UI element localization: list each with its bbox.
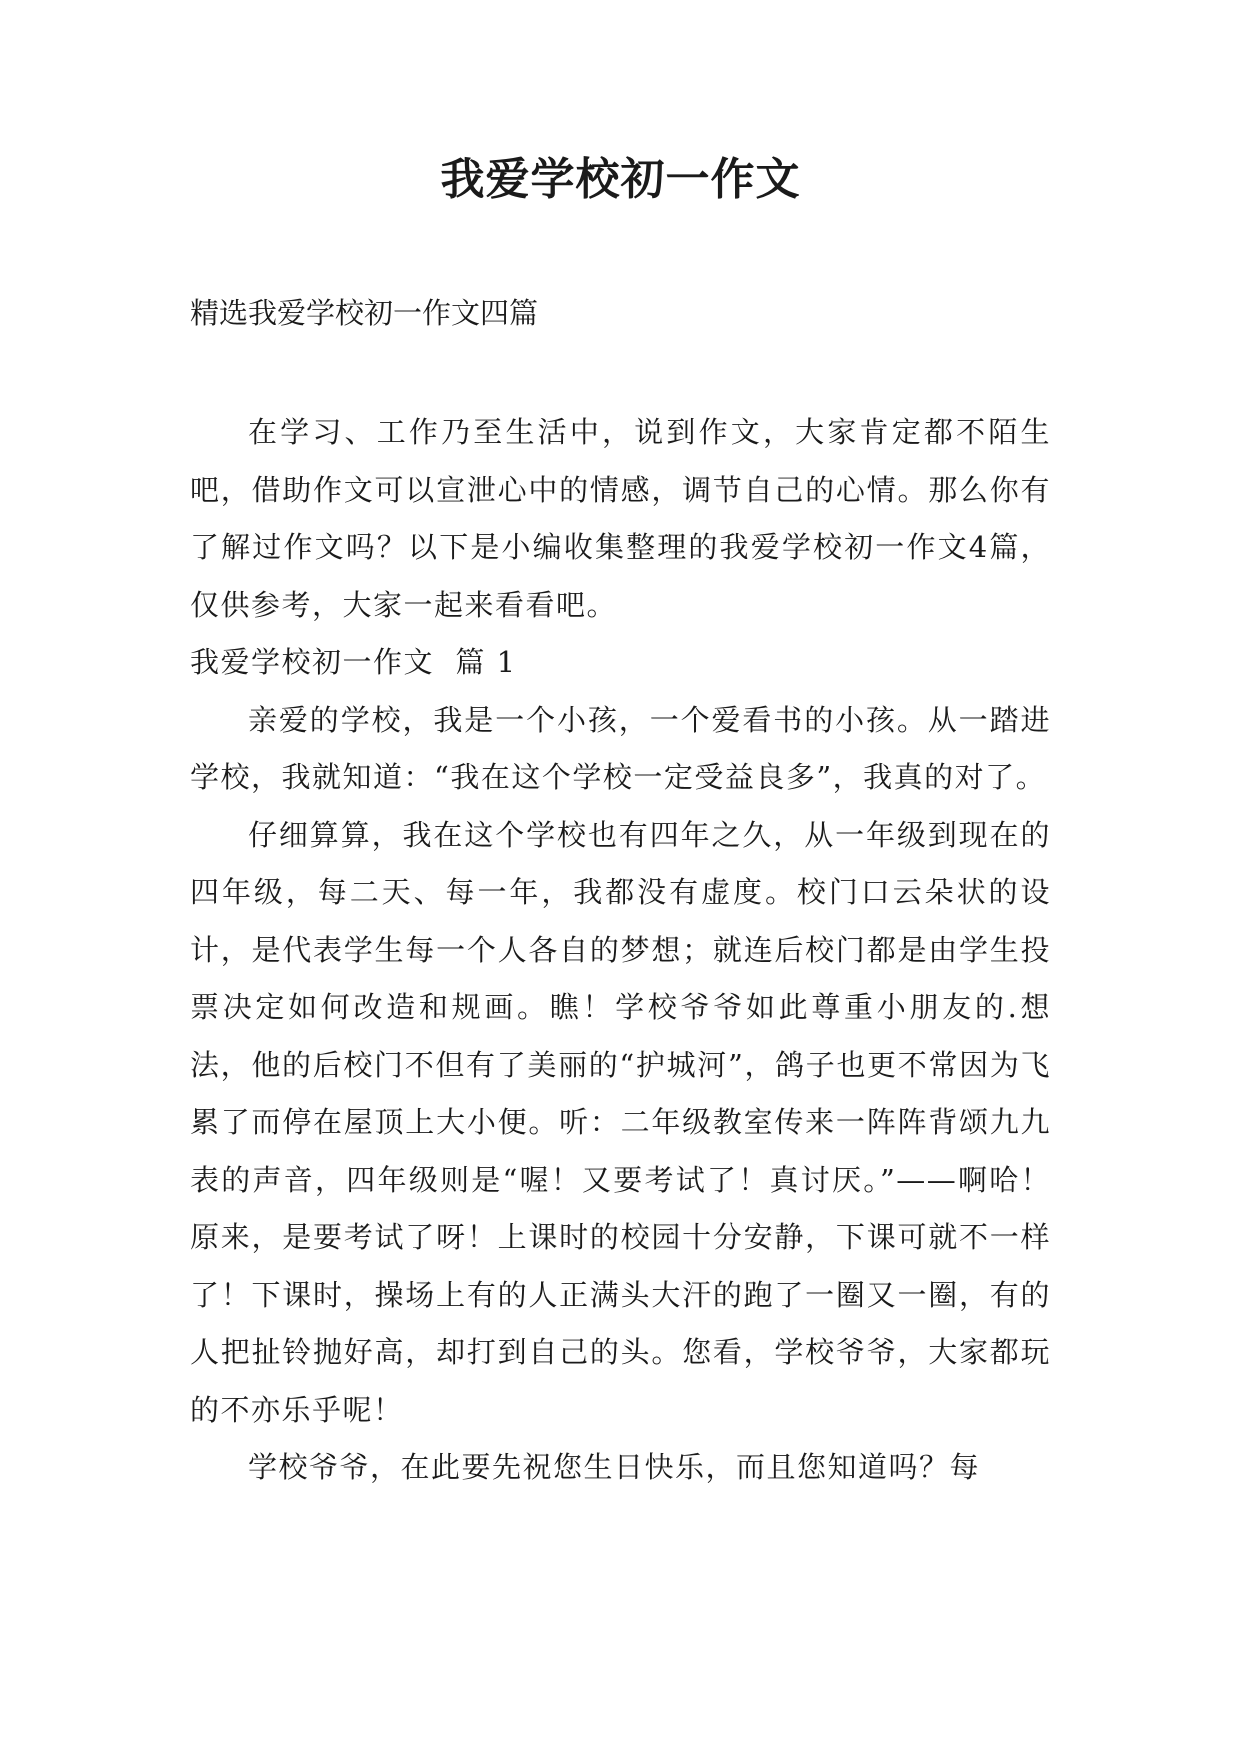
intro-paragraph: 在学习、工作乃至生活中，说到作文，大家肯定都不陌生吧，借助作文可以宣泄心中的情感，调节自己的心情。那么你有了解过作文吗？以下是小编收集整理的我爱学校初一作文4篇，仅供参考，大家一起来看看吧。 xyxy=(190,415,1051,622)
body-paragraph: 学校爷爷，在此要先祝您生日快乐，而且您知道吗？每 xyxy=(248,1450,981,1484)
body-paragraph: 仔细算算，我在这个学校也有四年之久，从一年级到现在的四年级，每二天、每一年，我都没有虚度。校门口云朵状的设计，是代表学生每一个人各自的梦想；就连后校门都是由学生投票决定如何改造和规画。瞧！学校爷爷如此尊重小朋友的.想法，他的后校门不但有了美丽的“护城河”，鸽子也更不常因为飞累了而停在屋顶上大小便。听：二年级教室传来一阵阵背颂九九表的声音，四年级则是“喔！又要考试了！真讨厌。”——啊哈！原来，是要考试了呀！上课时的校园十分安静，下课可就不一样了！下课时，操场上有的人正满头大汗的跑了一圈又一圈，有的人把扯铃抛好高，却打到自己的头。您看，学校爷爷，大家都玩的不亦乐乎呢！ xyxy=(190,817,1051,1427)
document-title: 我爱学校初一作文 xyxy=(440,154,801,205)
document-subtitle: 精选我爱学校初一作文四篇 xyxy=(190,296,539,330)
document-body xyxy=(190,404,1051,1497)
body-paragraph: 亲爱的学校，我是一个小孩，一个爱看书的小孩。从一踏进学校，我就知道：“我在这个学校一定受益良多”，我真的对了。 xyxy=(190,702,1051,794)
section-heading: 我爱学校初一作文 篇 1 xyxy=(190,645,517,679)
